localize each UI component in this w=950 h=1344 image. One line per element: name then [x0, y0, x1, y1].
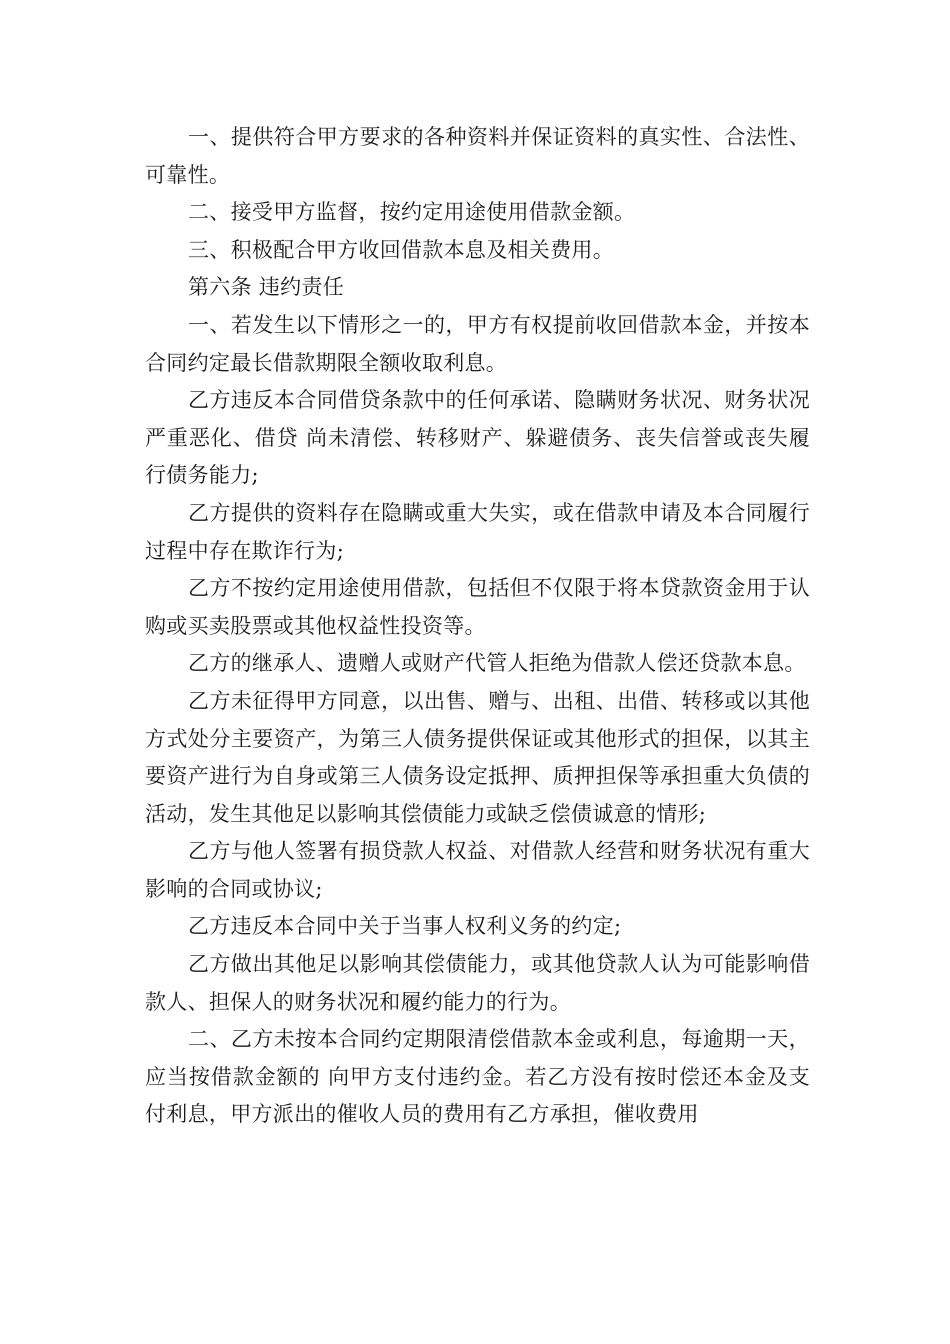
paragraph-breach-2: 二、乙方未按本合同约定期限清偿借款本金或利息，每逾期一天，应当按借款金额的 向甲方支付违约金。若乙方没有按时偿还本金及支付利息，甲方派出的催收人员的费用有乙方承担，催收费用: [145, 1027, 810, 1127]
document-body: [145, 119, 810, 1134]
paragraph-breach-case-2: 乙方提供的资料存在隐瞒或重大失实，或在借款申请及本合同履行过程中存在欺诈行为;: [145, 500, 810, 563]
paragraph-breach-case-5: 乙方未征得甲方同意，以出售、赠与、出租、出借、转移或以其他方式处分主要资产，为第三人债务提供保证或其他形式的担保，以其主要资产进行为自身或第三人债务设定抵押、质押担保等承担重大负债的活动，发生其他足以影响其偿债能力或缺乏偿债诚意的情形;: [145, 688, 810, 826]
paragraph-breach-1: 一、若发生以下情形之一的，甲方有权提前收回借款本金，并按本合同约定最长借款期限全额收取利息。: [145, 312, 810, 375]
section-heading-article-6: 第六条 违约责任: [188, 275, 345, 300]
paragraph-breach-case-3: 乙方不按约定用途使用借款，包括但不仅限于将本贷款资金用于认购或买卖股票或其他权益性投资等。: [145, 576, 810, 638]
paragraph-breach-case-6: 乙方与他人签署有损贷款人权益、对借款人经营和财务状况有重大影响的合同或协议;: [145, 839, 810, 901]
paragraph-obligation-2: 二、接受甲方监督，按约定用途使用借款金额。: [188, 200, 636, 225]
paragraph-breach-case-7: 乙方违反本合同中关于当事人权利义务的约定;: [188, 914, 622, 939]
paragraph-breach-case-1: 乙方违反本合同借贷条款中的任何承诺、隐瞒财务状况、财务状况严重恶化、借贷 尚未清偿、转移财产、躲避债务、丧失信誉或丧失履行债务能力;: [145, 388, 810, 488]
paragraph-breach-case-8: 乙方做出其他足以影响其偿债能力，或其他贷款人认为可能影响借款人、担保人的财务状况和履约能力的行为。: [145, 952, 810, 1014]
paragraph-breach-case-4: 乙方的继承人、遗赠人或财产代管人拒绝为借款人偿还贷款本息。: [188, 651, 806, 676]
paragraph-obligation-1: 一、提供符合甲方要求的各种资料并保证资料的真实性、合法性、可靠性。: [145, 125, 810, 187]
paragraph-obligation-3: 三、积极配合甲方收回借款本息及相关费用。: [188, 237, 614, 262]
